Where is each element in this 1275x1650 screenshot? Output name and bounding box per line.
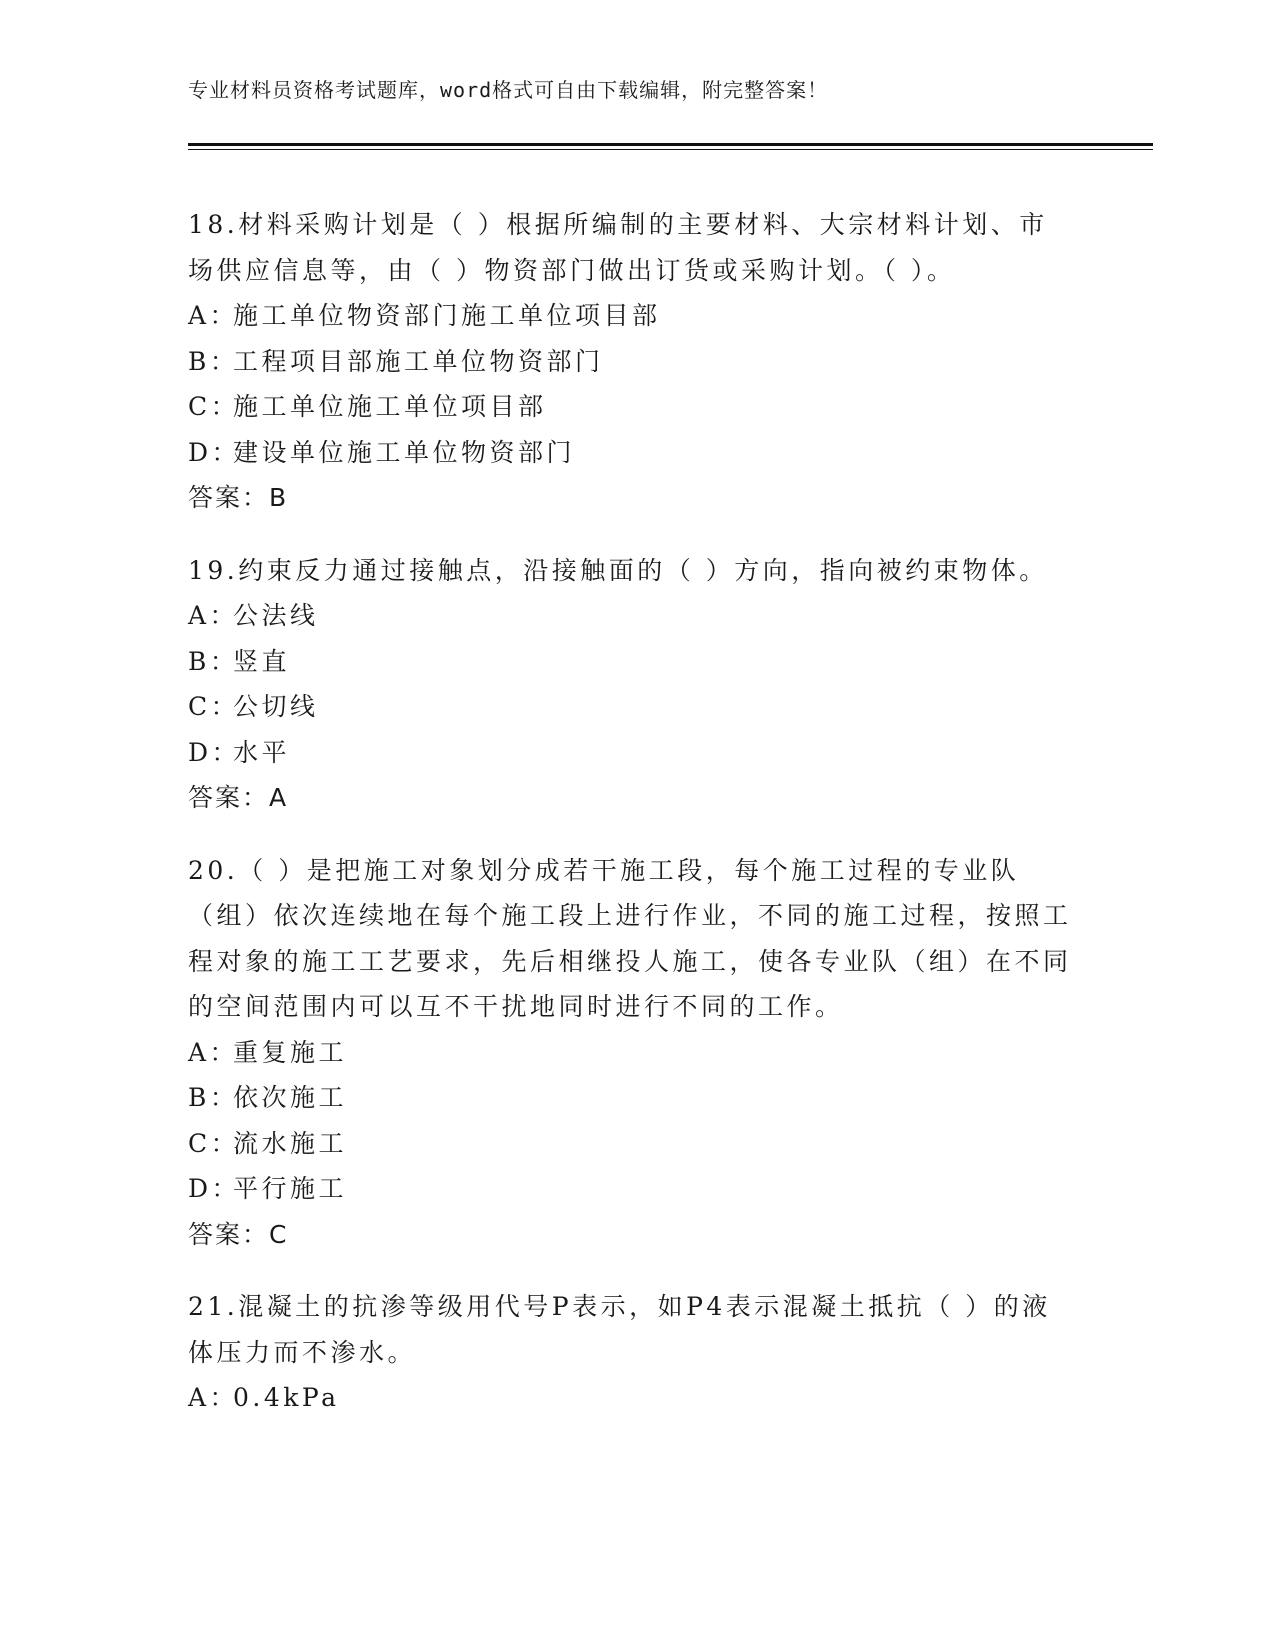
option-c [188,684,1088,730]
option-a [188,1375,1088,1421]
option-text: 平行施工 [233,1174,348,1203]
option-key: C： [188,392,240,421]
option-key: D： [188,437,241,467]
header-divider-thin [188,149,1153,150]
option-key: A： [188,601,239,630]
option-a [188,593,1088,639]
question-text: 20.（ ）是把施工对象划分成若干施工段，每个施工过程的专业队（组）依次连续地在每个施工段上进行作业，不同的施工过程，按照工程对象的施工工艺要求，先后相继投人施工，使各专业队（组）在不同的空间范围内可以互不干扰地同时进行不同的工作。 [188,855,1072,1021]
option-text: 施工单位施工单位项目部 [233,392,547,421]
option-text: 公法线 [233,601,319,630]
answer-line: 答案：B [188,483,289,512]
header-divider-thick [188,143,1153,146]
option-a [188,293,1088,339]
option-text: 依次施工 [233,1083,348,1112]
question-18 [188,202,1088,521]
option-b [188,639,1088,685]
option-key: A： [188,301,239,330]
option-key: D： [188,737,241,767]
option-text: 工程项目部施工单位物资部门 [233,346,604,376]
option-d [188,730,1088,776]
option-text: 公切线 [233,692,319,721]
question-20 [188,848,1088,1258]
question-text: 19.约束反力通过接触点，沿接触面的（ ）方向，指向被约束物体。 [188,555,1048,585]
option-key: A： [188,1383,239,1412]
option-text: 流水施工 [233,1128,348,1158]
answer-line: 答案：A [188,783,289,812]
option-key: C： [188,692,240,721]
option-text: 建设单位施工单位物资部门 [233,437,576,467]
question-21 [188,1284,1088,1421]
option-text: 水平 [233,737,291,767]
question-text: 18.材料采购计划是（ ）根据所编制的主要材料、大宗材料计划、市场供应信息等，由（ ）物资部门做出订货或采购计划。（ ）。 [188,210,1048,285]
option-key: D： [188,1174,241,1203]
option-c [188,384,1088,430]
option-a [188,1030,1088,1076]
page-header: 专业材料员资格考试题库，word格式可自由下载编辑，附完整答案！ [188,78,829,102]
option-text: 竖直 [233,646,291,676]
option-b [188,1075,1088,1121]
question-list [188,202,1088,1448]
option-text: 施工单位物资部门施工单位项目部 [233,301,661,330]
option-c [188,1121,1088,1167]
option-key: C： [188,1128,240,1158]
option-d [188,430,1088,476]
option-key: B： [188,346,239,376]
option-text: 0.4kPa [233,1383,340,1412]
option-key: B： [188,646,239,676]
option-key: B： [188,1083,239,1112]
answer-line: 答案：C [188,1219,289,1249]
question-text: 21.混凝土的抗渗等级用代号P表示，如P4表示混凝土抵抗（ ）的液体压力而不渗水。 [188,1292,1051,1367]
question-19 [188,548,1088,821]
option-b [188,339,1088,385]
option-key: A： [188,1037,239,1067]
option-d [188,1166,1088,1212]
option-text: 重复施工 [233,1037,348,1067]
